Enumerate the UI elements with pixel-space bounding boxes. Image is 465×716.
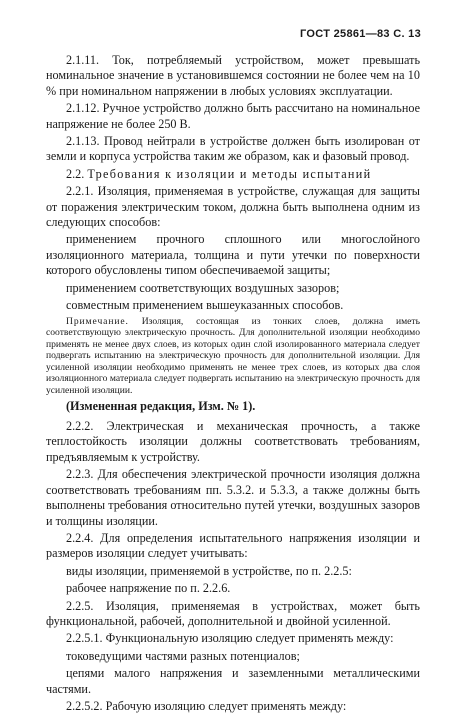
- note: [46, 316, 420, 397]
- method-item-3: совместным применением вышеуказанных способов.: [66, 298, 344, 313]
- clause-2-1-11: 2.1.11. Ток, потребляемый устройством, может превышать номинальное значение в установившемся состоянии не более чем на 10 % при номинальном напряжении в любых условиях эксплуатации.: [46, 53, 420, 98]
- clause-2-2-4: 2.2.4. Для определения испытательного напряжения изоляции и размеров изоляции следует учитывать:: [46, 530, 420, 561]
- clause-2-2-5-1-item-b: цепями малого напряжения и заземленными металлическими частями.: [46, 666, 420, 696]
- clause-2-1-13: 2.1.13. Провод нейтрали в устройстве должен быть изолирован от земли и корпуса устройства таким же образом, как и фазовый провод.: [46, 134, 420, 164]
- section-2-2-heading: [46, 167, 420, 182]
- section-number: 2.2.: [66, 166, 85, 181]
- clause-2-2-5: 2.2.5. Изоляция, применяемая в устройствах, может быть функциональной, рабочей, дополнительной и двойной усиленной.: [46, 598, 420, 628]
- clause-2-2-5-1-item-a: токоведущими частями разных потенциалов;: [66, 648, 300, 663]
- clause-2-2-3: 2.2.3. Для обеспечения электрической прочности изоляция должна соответствовать требованиям пп. 5.3.2. и 5.3.3, а также должны быть выполнены требования относительно путей утечки, воздушных зазоров и толщины изоляции.: [46, 467, 420, 528]
- clause-2-2-1: 2.2.1. Изоляция, применяемая в устройстве, служащая для защиты от поражения электрическим током, должна быть выполнена одним из следующих способов:: [46, 184, 420, 230]
- clause-2-2-5-1: 2.2.5.1. Функциональную изоляцию следует применять между:: [66, 631, 394, 646]
- method-item-2: применением соответствующих воздушных зазоров;: [66, 280, 340, 295]
- method-item-1: применением прочного сплошного или многослойного изоляционного материала, толщина и пути утечки по поверхности которого обусловлены типом обеспечиваемой защиты;: [46, 232, 420, 278]
- section-title: Требования к изоляции и методы испытаний: [87, 166, 372, 181]
- note-text: Изоляция, состоящая из тонких слоев, должна иметь соответствующую электрическую прочность. Для дополнительной изоляции необходимо применять не менее двух слоев, из которых один слой изолированного материала следует подвергать испытанию на электрическую прочность для дополнительной изоляции. Для усиленной изоляции необходимо применять не менее трех слоев, из которых два слоя изоляционного материала следует подвергать испытанию на электрическую прочность для усиленной изоляции.: [46, 315, 420, 397]
- clause-2-2-4-item-a: виды изоляции, применяемой в устройстве, по п. 2.2.5:: [66, 563, 352, 578]
- page-header: ГОСТ 25861—83 С. 13: [300, 28, 421, 40]
- clause-2-2-5-2: 2.2.5.2. Рабочую изоляцию следует применять между:: [66, 698, 347, 713]
- amendment-note: (Измененная редакция, Изм. № 1).: [66, 398, 256, 413]
- clause-2-2-2: 2.2.2. Электрическая и механическая прочность, а также теплостойкость изоляции должны соответствовать требованиям, предъявляемым к устройству.: [46, 419, 420, 464]
- note-label: Примечание.: [66, 315, 129, 327]
- body-text: [46, 53, 420, 716]
- clause-2-2-4-item-b: рабочее напряжение по п. 2.2.6.: [66, 581, 231, 596]
- clause-2-1-12: 2.1.12. Ручное устройство должно быть рассчитано на номинальное напряжение не более 250 В.: [46, 101, 420, 131]
